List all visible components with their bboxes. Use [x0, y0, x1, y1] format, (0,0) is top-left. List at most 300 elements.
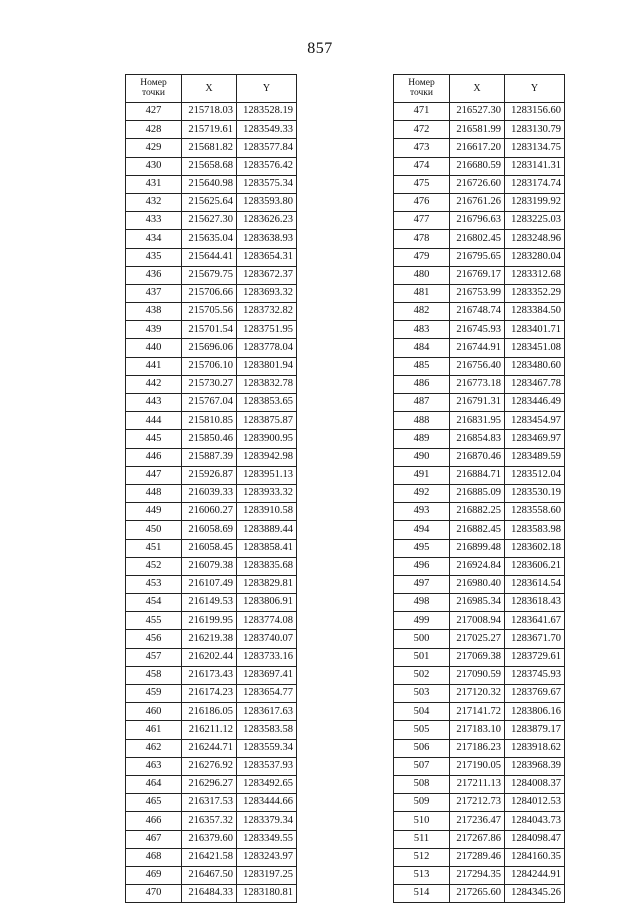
y-coordinate-cell: 1283559.34	[237, 739, 297, 757]
table-row	[126, 139, 297, 157]
y-coordinate-cell: 1283740.07	[237, 630, 297, 648]
y-coordinate-cell: 1283575.34	[237, 175, 297, 193]
y-coordinate-cell: 1283451.08	[505, 339, 565, 357]
x-coordinate-cell: 216761.26	[450, 193, 505, 211]
y-coordinate-cell: 1283671.70	[505, 630, 565, 648]
point-number-header-line1: Номер	[408, 77, 435, 88]
table-row	[394, 594, 565, 612]
point-number-cell: 439	[126, 321, 182, 339]
table-row	[394, 757, 565, 775]
point-number-cell: 495	[394, 539, 450, 557]
x-coordinate-cell: 215640.98	[182, 175, 237, 193]
x-coordinate-cell: 216882.25	[450, 503, 505, 521]
point-number-cell: 459	[126, 685, 182, 703]
y-header: Y	[237, 75, 297, 103]
table-row	[394, 303, 565, 321]
point-number-cell: 444	[126, 412, 182, 430]
table-row	[394, 521, 565, 539]
x-coordinate-cell: 216745.93	[450, 321, 505, 339]
x-coordinate-cell: 217141.72	[450, 703, 505, 721]
x-coordinate-cell: 216058.45	[182, 539, 237, 557]
table-row	[394, 612, 565, 630]
x-coordinate-cell: 215810.85	[182, 412, 237, 430]
point-number-cell: 469	[126, 866, 182, 884]
point-number-cell: 470	[126, 885, 182, 903]
point-number-cell: 456	[126, 630, 182, 648]
y-coordinate-cell: 1283379.34	[237, 812, 297, 830]
x-coordinate-cell: 215705.56	[182, 303, 237, 321]
table-row	[126, 212, 297, 230]
x-coordinate-cell: 216357.32	[182, 812, 237, 830]
x-coordinate-cell: 217294.35	[450, 866, 505, 884]
table-row	[126, 612, 297, 630]
point-number-header-line1: Номер	[140, 77, 167, 88]
y-coordinate-cell: 1284098.47	[505, 830, 565, 848]
table-row	[126, 830, 297, 848]
point-number-cell: 468	[126, 848, 182, 866]
point-number-cell: 485	[394, 357, 450, 375]
table-row	[394, 448, 565, 466]
point-number-cell: 475	[394, 175, 450, 193]
table-row	[126, 121, 297, 139]
point-number-header-line2: точки	[409, 87, 433, 98]
y-coordinate-cell: 1283618.43	[505, 594, 565, 612]
table-header-row	[126, 75, 297, 103]
x-coordinate-cell: 216748.74	[450, 303, 505, 321]
x-coordinate-cell: 216174.23	[182, 685, 237, 703]
table-row	[126, 284, 297, 302]
y-coordinate-cell: 1283467.78	[505, 375, 565, 393]
table-row	[126, 430, 297, 448]
table-row	[126, 157, 297, 175]
x-coordinate-cell: 217025.27	[450, 630, 505, 648]
point-number-cell: 511	[394, 830, 450, 848]
x-coordinate-cell: 215696.06	[182, 339, 237, 357]
table-row	[126, 794, 297, 812]
table-row	[126, 339, 297, 357]
y-coordinate-cell: 1283593.80	[237, 193, 297, 211]
x-coordinate-cell: 216484.33	[182, 885, 237, 903]
y-coordinate-cell: 1283537.93	[237, 757, 297, 775]
table-row	[394, 503, 565, 521]
point-number-cell: 458	[126, 666, 182, 684]
point-number-cell: 450	[126, 521, 182, 539]
x-coordinate-cell: 217289.46	[450, 848, 505, 866]
point-number-cell: 466	[126, 812, 182, 830]
y-coordinate-cell: 1284008.37	[505, 775, 565, 793]
x-coordinate-cell: 215730.27	[182, 375, 237, 393]
y-coordinate-cell: 1283174.74	[505, 175, 565, 193]
y-coordinate-cell: 1283530.19	[505, 484, 565, 502]
table-row	[394, 775, 565, 793]
point-number-cell: 497	[394, 575, 450, 593]
table-row	[126, 557, 297, 575]
y-coordinate-cell: 1284043.73	[505, 812, 565, 830]
y-coordinate-cell: 1283806.16	[505, 703, 565, 721]
x-coordinate-cell: 216149.53	[182, 594, 237, 612]
point-number-cell: 509	[394, 794, 450, 812]
point-number-cell: 445	[126, 430, 182, 448]
point-number-cell: 482	[394, 303, 450, 321]
point-number-cell: 508	[394, 775, 450, 793]
point-number-cell: 501	[394, 648, 450, 666]
y-coordinate-cell: 1283583.98	[505, 521, 565, 539]
point-number-cell: 467	[126, 830, 182, 848]
table-row	[126, 412, 297, 430]
coordinates-table-right	[393, 74, 565, 903]
point-number-cell: 478	[394, 230, 450, 248]
table-row	[394, 539, 565, 557]
y-coordinate-cell: 1283733.16	[237, 648, 297, 666]
point-number-cell: 442	[126, 375, 182, 393]
point-number-cell: 514	[394, 885, 450, 903]
point-number-cell: 441	[126, 357, 182, 375]
x-coordinate-cell: 216276.92	[182, 757, 237, 775]
table-row	[394, 321, 565, 339]
x-coordinate-cell: 215887.39	[182, 448, 237, 466]
table-row	[126, 739, 297, 757]
point-number-cell: 438	[126, 303, 182, 321]
y-coordinate-cell: 1284160.35	[505, 848, 565, 866]
table-row	[394, 230, 565, 248]
table-row	[126, 248, 297, 266]
y-coordinate-cell: 1283528.19	[237, 103, 297, 121]
y-coordinate-cell: 1283853.65	[237, 394, 297, 412]
point-number-cell: 427	[126, 103, 182, 121]
y-coordinate-cell: 1283745.93	[505, 666, 565, 684]
table-row	[126, 539, 297, 557]
point-number-cell: 474	[394, 157, 450, 175]
table-row	[394, 739, 565, 757]
point-number-cell: 452	[126, 557, 182, 575]
y-coordinate-cell: 1283130.79	[505, 121, 565, 139]
point-number-cell: 460	[126, 703, 182, 721]
table-row	[394, 266, 565, 284]
table-row	[126, 666, 297, 684]
x-coordinate-cell: 216680.59	[450, 157, 505, 175]
table-row	[394, 121, 565, 139]
y-coordinate-cell: 1283858.41	[237, 539, 297, 557]
x-coordinate-cell: 216296.27	[182, 775, 237, 793]
y-coordinate-cell: 1283225.03	[505, 212, 565, 230]
y-coordinate-cell: 1283280.04	[505, 248, 565, 266]
y-coordinate-cell: 1283918.62	[505, 739, 565, 757]
point-number-cell: 504	[394, 703, 450, 721]
x-coordinate-cell: 216107.49	[182, 575, 237, 593]
point-number-cell: 455	[126, 612, 182, 630]
table-header-row	[394, 75, 565, 103]
y-coordinate-cell: 1283942.98	[237, 448, 297, 466]
point-number-cell: 447	[126, 466, 182, 484]
x-coordinate-cell: 216058.69	[182, 521, 237, 539]
point-number-cell: 453	[126, 575, 182, 593]
table-row	[126, 503, 297, 521]
y-coordinate-cell: 1283180.81	[237, 885, 297, 903]
point-number-cell: 505	[394, 721, 450, 739]
x-coordinate-cell: 216885.09	[450, 484, 505, 502]
point-number-cell: 449	[126, 503, 182, 521]
x-coordinate-cell: 216173.43	[182, 666, 237, 684]
x-coordinate-cell: 217186.23	[450, 739, 505, 757]
point-number-cell: 457	[126, 648, 182, 666]
point-number-cell: 492	[394, 484, 450, 502]
y-coordinate-cell: 1283875.87	[237, 412, 297, 430]
x-coordinate-cell: 216795.65	[450, 248, 505, 266]
x-coordinate-cell: 216884.71	[450, 466, 505, 484]
y-coordinate-cell: 1283602.18	[505, 539, 565, 557]
point-number-cell: 491	[394, 466, 450, 484]
y-coordinate-cell: 1283672.37	[237, 266, 297, 284]
point-number-cell: 448	[126, 484, 182, 502]
y-coordinate-cell: 1283617.63	[237, 703, 297, 721]
table-row	[126, 848, 297, 866]
table-row	[126, 630, 297, 648]
y-coordinate-cell: 1283134.75	[505, 139, 565, 157]
point-number-cell: 440	[126, 339, 182, 357]
table-row	[126, 175, 297, 193]
table-row	[394, 557, 565, 575]
y-coordinate-cell: 1283900.95	[237, 430, 297, 448]
y-coordinate-cell: 1283769.67	[505, 685, 565, 703]
table-row	[126, 575, 297, 593]
y-coordinate-cell: 1283778.04	[237, 339, 297, 357]
table-row	[394, 212, 565, 230]
table-row	[394, 885, 565, 903]
y-coordinate-cell: 1283480.60	[505, 357, 565, 375]
table-row	[394, 721, 565, 739]
y-coordinate-cell: 1283889.44	[237, 521, 297, 539]
x-coordinate-cell: 216467.50	[182, 866, 237, 884]
table-row	[394, 430, 565, 448]
table-row	[126, 103, 297, 121]
y-coordinate-cell: 1283454.97	[505, 412, 565, 430]
y-coordinate-cell: 1283141.31	[505, 157, 565, 175]
table-row	[126, 448, 297, 466]
point-number-cell: 499	[394, 612, 450, 630]
table-row	[126, 703, 297, 721]
point-number-cell: 490	[394, 448, 450, 466]
x-coordinate-cell: 216079.38	[182, 557, 237, 575]
y-coordinate-cell: 1283654.31	[237, 248, 297, 266]
y-coordinate-cell: 1283549.33	[237, 121, 297, 139]
point-number-cell: 510	[394, 812, 450, 830]
point-number-cell: 432	[126, 193, 182, 211]
y-coordinate-cell: 1283606.21	[505, 557, 565, 575]
point-number-cell: 431	[126, 175, 182, 193]
point-number-cell: 500	[394, 630, 450, 648]
x-coordinate-cell: 216202.44	[182, 648, 237, 666]
point-number-cell: 494	[394, 521, 450, 539]
y-coordinate-cell: 1283312.68	[505, 266, 565, 284]
table-row	[126, 757, 297, 775]
x-coordinate-cell: 215718.03	[182, 103, 237, 121]
point-number-cell: 503	[394, 685, 450, 703]
x-coordinate-cell: 216744.91	[450, 339, 505, 357]
y-coordinate-cell: 1283248.96	[505, 230, 565, 248]
point-number-header	[126, 75, 182, 103]
y-coordinate-cell: 1283199.92	[505, 193, 565, 211]
table-row	[394, 339, 565, 357]
point-number-cell: 479	[394, 248, 450, 266]
point-number-cell: 496	[394, 557, 450, 575]
x-coordinate-cell: 217267.86	[450, 830, 505, 848]
coordinates-table-left	[125, 74, 297, 903]
y-coordinate-cell: 1283638.93	[237, 230, 297, 248]
x-coordinate-cell: 216219.38	[182, 630, 237, 648]
y-coordinate-cell: 1283879.17	[505, 721, 565, 739]
y-coordinate-cell: 1284012.53	[505, 794, 565, 812]
table-row	[394, 375, 565, 393]
y-coordinate-cell: 1283614.54	[505, 575, 565, 593]
table-row	[394, 357, 565, 375]
point-number-cell: 465	[126, 794, 182, 812]
table-row	[126, 303, 297, 321]
table-row	[394, 648, 565, 666]
point-number-cell: 488	[394, 412, 450, 430]
x-coordinate-cell: 216186.05	[182, 703, 237, 721]
y-coordinate-cell: 1283729.61	[505, 648, 565, 666]
y-coordinate-cell: 1283349.55	[237, 830, 297, 848]
x-coordinate-cell: 215706.10	[182, 357, 237, 375]
x-coordinate-cell: 216831.95	[450, 412, 505, 430]
y-coordinate-cell: 1283156.60	[505, 103, 565, 121]
point-number-header	[394, 75, 450, 103]
x-coordinate-cell: 216211.12	[182, 721, 237, 739]
point-number-cell: 446	[126, 448, 182, 466]
point-number-cell: 434	[126, 230, 182, 248]
table-row	[394, 630, 565, 648]
x-coordinate-cell: 216617.20	[450, 139, 505, 157]
y-coordinate-cell: 1283641.67	[505, 612, 565, 630]
point-number-cell: 436	[126, 266, 182, 284]
point-number-cell: 487	[394, 394, 450, 412]
table-row	[394, 484, 565, 502]
point-number-cell: 454	[126, 594, 182, 612]
x-coordinate-cell: 215658.68	[182, 157, 237, 175]
x-coordinate-cell: 215681.82	[182, 139, 237, 157]
x-coordinate-cell: 215706.66	[182, 284, 237, 302]
x-coordinate-cell: 217211.13	[450, 775, 505, 793]
table-row	[394, 284, 565, 302]
x-coordinate-cell: 216039.33	[182, 484, 237, 502]
x-coordinate-cell: 216796.63	[450, 212, 505, 230]
table-row	[126, 394, 297, 412]
x-header: X	[182, 75, 237, 103]
point-number-cell: 498	[394, 594, 450, 612]
x-coordinate-cell: 215719.61	[182, 121, 237, 139]
y-coordinate-cell: 1283444.66	[237, 794, 297, 812]
y-coordinate-cell: 1283577.84	[237, 139, 297, 157]
x-coordinate-cell: 216882.45	[450, 521, 505, 539]
x-coordinate-cell: 215701.54	[182, 321, 237, 339]
x-coordinate-cell: 216726.60	[450, 175, 505, 193]
table-row	[394, 703, 565, 721]
y-header: Y	[505, 75, 565, 103]
x-coordinate-cell: 216854.83	[450, 430, 505, 448]
point-number-cell: 428	[126, 121, 182, 139]
point-number-cell: 489	[394, 430, 450, 448]
x-coordinate-cell: 215767.04	[182, 394, 237, 412]
point-number-cell: 493	[394, 503, 450, 521]
table-row	[126, 466, 297, 484]
table-row	[126, 321, 297, 339]
table-row	[394, 848, 565, 866]
point-number-cell: 443	[126, 394, 182, 412]
x-coordinate-cell: 217120.32	[450, 685, 505, 703]
x-coordinate-cell: 216802.45	[450, 230, 505, 248]
point-number-cell: 507	[394, 757, 450, 775]
point-number-cell: 462	[126, 739, 182, 757]
x-header: X	[450, 75, 505, 103]
x-coordinate-cell: 216870.46	[450, 448, 505, 466]
y-coordinate-cell: 1283835.68	[237, 557, 297, 575]
point-number-cell: 477	[394, 212, 450, 230]
x-coordinate-cell: 216753.99	[450, 284, 505, 302]
y-coordinate-cell: 1283401.71	[505, 321, 565, 339]
table-row	[394, 466, 565, 484]
table-row	[394, 575, 565, 593]
y-coordinate-cell: 1283697.41	[237, 666, 297, 684]
point-number-cell: 486	[394, 375, 450, 393]
y-coordinate-cell: 1283654.77	[237, 685, 297, 703]
point-number-cell: 480	[394, 266, 450, 284]
table-row	[126, 685, 297, 703]
y-coordinate-cell: 1283910.58	[237, 503, 297, 521]
x-coordinate-cell: 215644.41	[182, 248, 237, 266]
table-row	[126, 484, 297, 502]
point-number-cell: 433	[126, 212, 182, 230]
y-coordinate-cell: 1283774.08	[237, 612, 297, 630]
table-row	[394, 794, 565, 812]
point-number-cell: 512	[394, 848, 450, 866]
x-coordinate-cell: 217190.05	[450, 757, 505, 775]
table-row	[126, 648, 297, 666]
point-number-cell: 464	[126, 775, 182, 793]
y-coordinate-cell: 1283558.60	[505, 503, 565, 521]
x-coordinate-cell: 216244.71	[182, 739, 237, 757]
point-number-cell: 502	[394, 666, 450, 684]
x-coordinate-cell: 216791.31	[450, 394, 505, 412]
table-row	[394, 412, 565, 430]
y-coordinate-cell: 1283801.94	[237, 357, 297, 375]
x-coordinate-cell: 216199.95	[182, 612, 237, 630]
x-coordinate-cell: 216527.30	[450, 103, 505, 121]
point-number-header-line2: точки	[141, 87, 165, 98]
table-row	[126, 230, 297, 248]
point-number-cell: 513	[394, 866, 450, 884]
y-coordinate-cell: 1283951.13	[237, 466, 297, 484]
table-row	[126, 594, 297, 612]
point-number-cell: 471	[394, 103, 450, 121]
table-row	[126, 721, 297, 739]
y-coordinate-cell: 1283832.78	[237, 375, 297, 393]
point-number-cell: 483	[394, 321, 450, 339]
table-row	[126, 885, 297, 903]
x-coordinate-cell: 217265.60	[450, 885, 505, 903]
y-coordinate-cell: 1283626.23	[237, 212, 297, 230]
y-coordinate-cell: 1283576.42	[237, 157, 297, 175]
table-row	[394, 866, 565, 884]
x-coordinate-cell: 215635.04	[182, 230, 237, 248]
table-row	[394, 139, 565, 157]
point-number-cell: 473	[394, 139, 450, 157]
x-coordinate-cell: 216421.58	[182, 848, 237, 866]
y-coordinate-cell: 1283243.97	[237, 848, 297, 866]
y-coordinate-cell: 1283806.91	[237, 594, 297, 612]
x-coordinate-cell: 215679.75	[182, 266, 237, 284]
point-number-cell: 437	[126, 284, 182, 302]
point-number-cell: 430	[126, 157, 182, 175]
